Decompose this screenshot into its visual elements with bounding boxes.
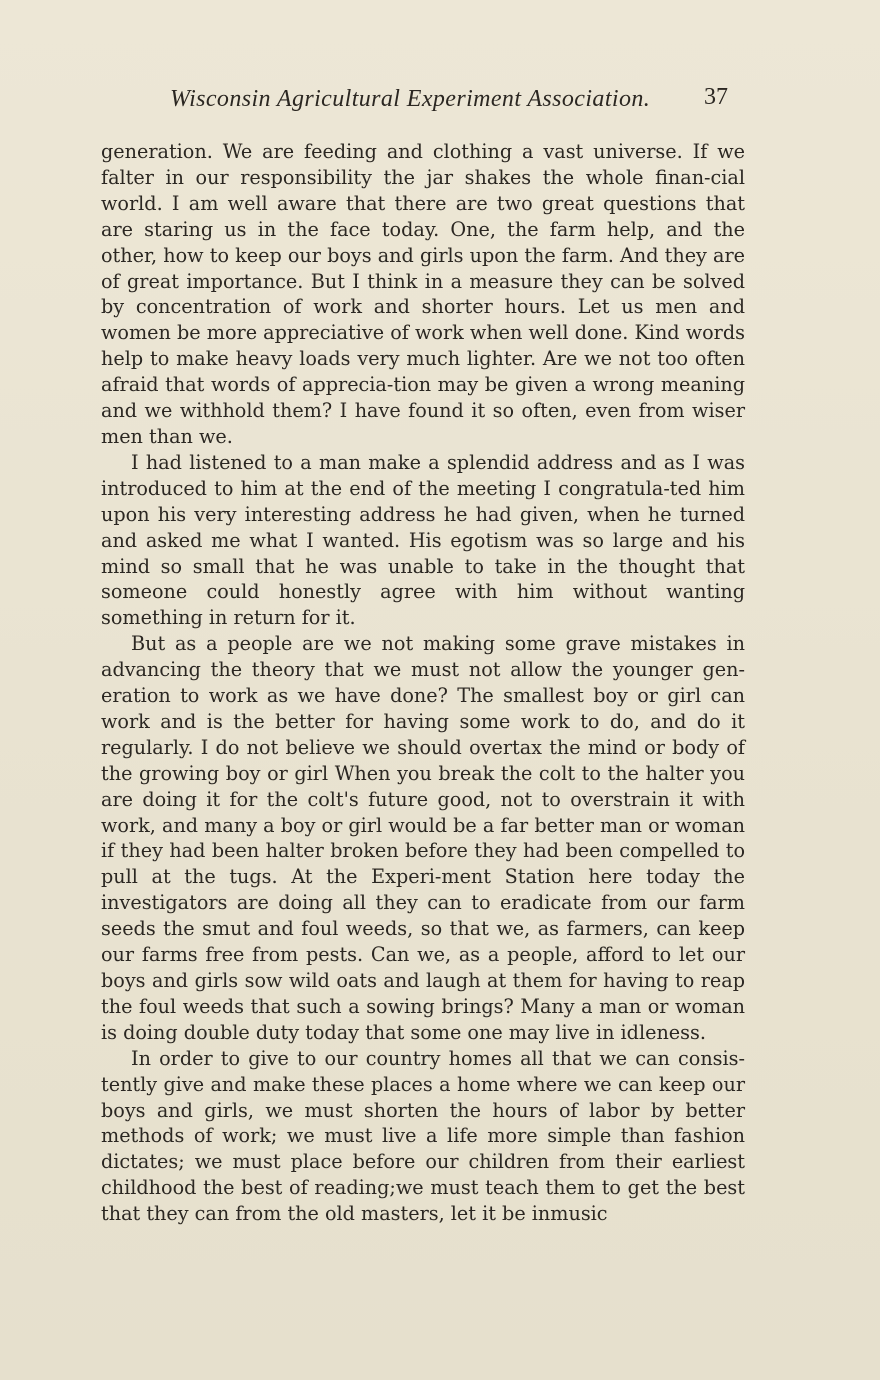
paragraph-2: I had listened to a man make a splendid address and as I was introduced to him at the end of the meeting I congratula-ted him upon his very interesting address he had given, when he turned and asked me what I wanted. His egotism was so large and his mind so small that he was unable to take in the thought that someone could honestly agree with him without wanting something in return for it. (101, 450, 745, 630)
page-number: 37 (704, 84, 728, 110)
paragraph-1: generation. We are feeding and clothing a vast universe. If we falter in our responsibility the jar shakes the whole finan-cial world. I am well aware that there are two great questions that are staring us in the face today. One, the farm help, and the other, how to keep our boys and girls upon the farm. And they are of great importance. But I think in a measure they can be solved by concentration of work and shorter hours. Let us men and women be more appreciative of work when well done. Kind words help to make heavy loads very much lighter. Are we not too often afraid that words of apprecia-tion may be given a wrong meaning and we withhold them? I have found it so often, even from wiser men than we. (101, 140, 745, 448)
page-body (101, 139, 745, 1227)
paragraph-3: But as a people are we not making some grave mistakes in advancing the theory that we must not allow the younger gen-eration to work as we have done? The smallest boy or girl can work and is the better for having some work to do, and do it regularly. I do not believe we should overtax the mind or body of the growing boy or girl When you break the colt to the halter you are doing it for the colt's future good, not to overstrain it with work, and many a boy or girl would be a far better man or woman if they had been halter broken before they had been compelled to pull at the tugs. At the Experi-ment Station here today the investigators are doing all they can to eradicate from our farm seeds the smut and foul weeds, so that we, as farmers, can keep our farms free from pests. Can we, as a people, afford to let our boys and girls sow wild oats and laugh at them for having to reap the foul weeds that such a sowing brings? Many a man or woman is doing double duty today that some one may live in idleness. (101, 632, 745, 1044)
running-title: Wisconsin Agricultural Experiment Association. (170, 86, 651, 112)
paragraph-4: In order to give to our country homes all that we can consis-tently give and make these places a home where we can keep our boys and girls, we must shorten the hours of labor by better methods of work; we must live a life more simple than fashion dictates; we must place before our children from their earliest childhood the best of reading;we must teach them to get the best that they can from the old masters, let it be inmusic (101, 1046, 745, 1226)
